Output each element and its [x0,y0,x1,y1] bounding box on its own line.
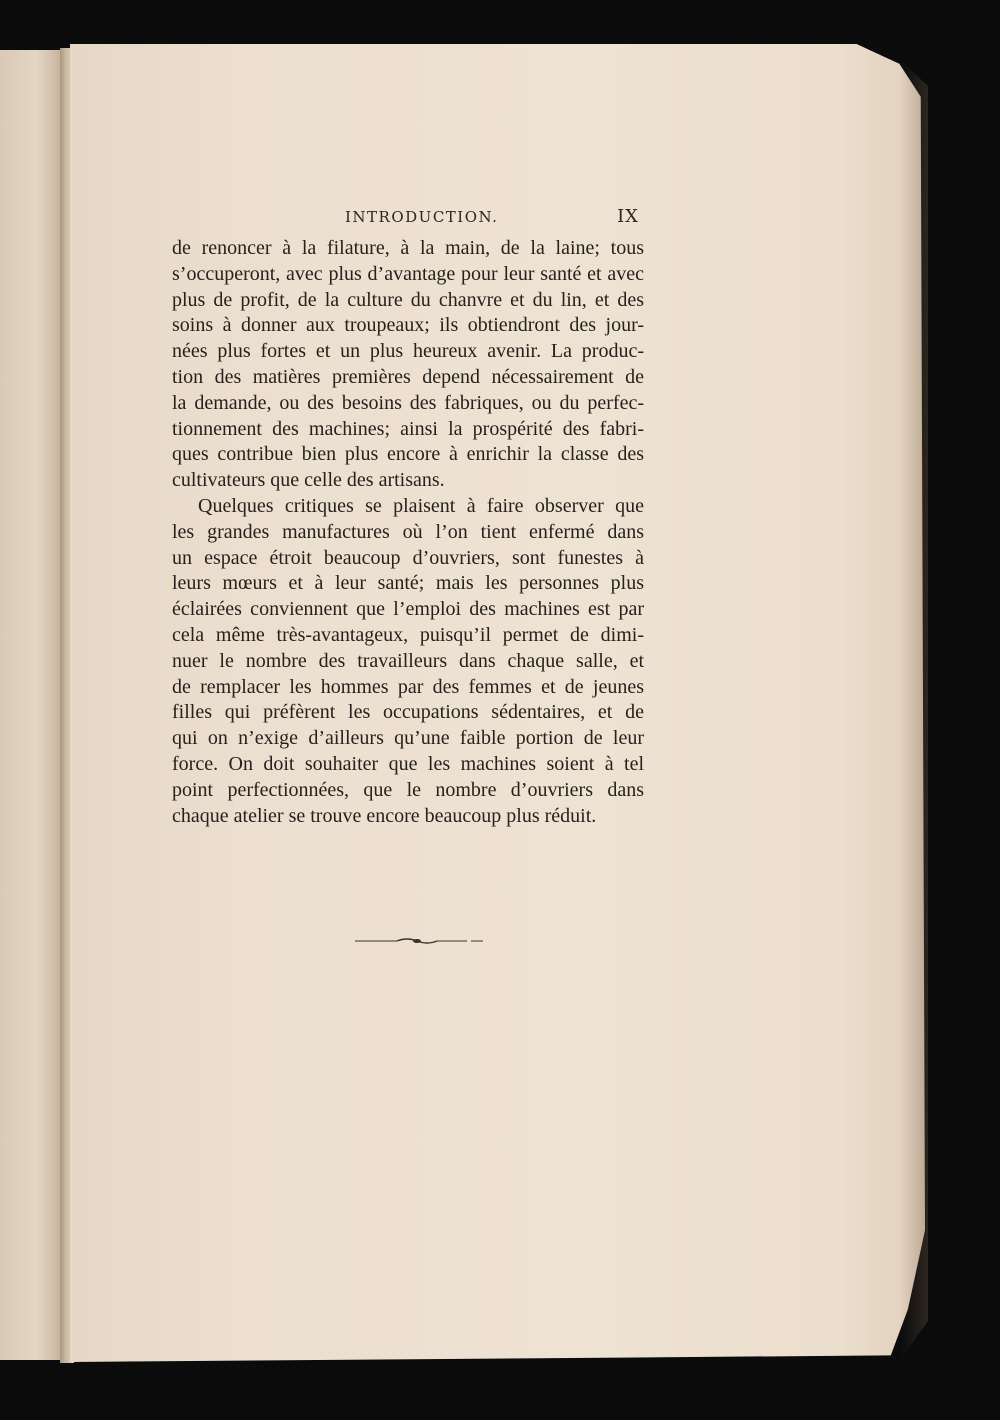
body-text [172,236,644,829]
page-number: IX [617,206,639,227]
page-fore-edge [900,60,928,1360]
text-line: leurs mœurs et à leur santé; mais les personnes plus [172,572,644,595]
running-title: INTRODUCTION. [345,208,499,226]
text-line: point perfectionnées, que le nombre d’ouvriers dans [172,778,644,801]
left-facing-page [0,50,66,1360]
tailpiece-ornament [355,934,483,948]
text-line: Quelques critiques se plaisent à faire observer que [198,494,644,517]
text-line: filles qui préfèrent les occupations sédentaires, et de [172,701,644,724]
running-head [345,208,643,232]
text-line: cultivateurs que celle des artisans. [172,469,445,492]
text-line: de remplacer les hommes par des femmes et de jeunes [172,675,644,698]
text-line: un espace étroit beaucoup d’ouvriers, sont funestes à [172,546,644,569]
text-line: éclairées conviennent que l’emploi des machines est par [172,598,644,621]
text-line: nuer le nombre des travailleurs dans chaque salle, et [172,649,644,672]
text-line: la demande, ou des besoins des fabriques, ou du perfec- [172,391,644,414]
text-line: les grandes manufactures où l’on tient enfermé dans [172,520,644,543]
text-line: qui on n’exige d’ailleurs qu’une faible portion de leur [172,727,644,750]
text-line: chaque atelier se trouve encore beaucoup plus réduit. [172,804,597,827]
text-line: tionnement des machines; ainsi la prospérité des fabri- [172,417,644,440]
text-line: nées plus fortes et un plus heureux avenir. La produc- [172,340,644,363]
text-line: ques contribue bien plus encore à enrichir la classe des [172,443,644,466]
text-line: cela même très-avantageux, puisqu’il permet de dimi- [172,623,644,646]
text-line: plus de profit, de la culture du chanvre et du lin, et des [172,288,644,311]
text-line: force. On doit souhaiter que les machines soient à tel [172,752,644,775]
text-line: de renoncer à la filature, à la main, de la laine; tous [172,237,644,259]
text-line: tion des matières premières depend nécessairement de [172,365,644,388]
text-line: soins à donner aux troupeaux; ils obtiendront des jour- [172,314,644,337]
text-line: s’occuperont, avec plus d’avantage pour leur santé et avec [172,262,644,285]
